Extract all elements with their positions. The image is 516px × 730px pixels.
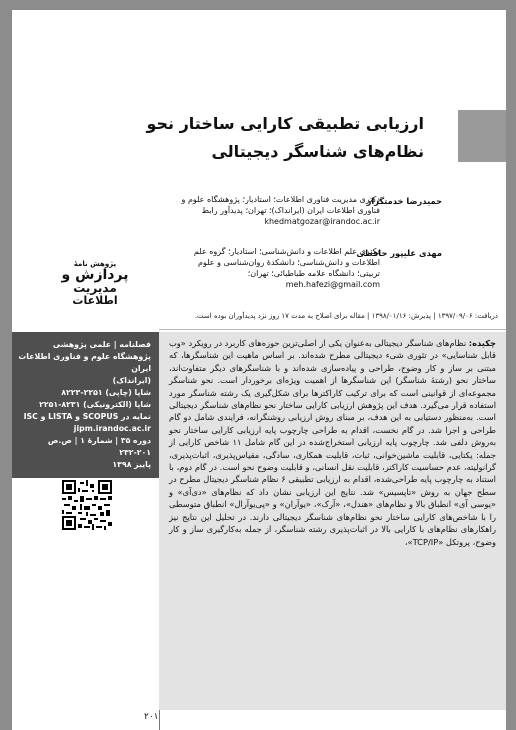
journal-info-box bbox=[12, 332, 159, 478]
article-title bbox=[12, 110, 494, 182]
logo-line-2: پردازش و bbox=[61, 267, 129, 283]
journal-type: فصلنامه | علمی پژوهشی bbox=[52, 340, 151, 349]
journal-page bbox=[12, 10, 506, 730]
author-email-1[interactable]: khedmatgozar@irandoc.ac.ir bbox=[264, 217, 380, 226]
issue-season: پاییز ۱۳۹۸ bbox=[112, 460, 151, 469]
issn-online: شاپا (الکترونیکی) ۸۲۳۱-۲۲۵۱ bbox=[39, 400, 151, 409]
journal-website[interactable]: jipm.irandoc.ac.ir bbox=[73, 424, 151, 433]
author-affiliation-2 bbox=[175, 246, 380, 290]
author-name-1: حمیدرضا خدمتگزار bbox=[366, 196, 442, 206]
issue-info: دوره ۳۵ | شمارهٔ ۱ | ص.ص ۲۰۱-۲۳۲ bbox=[47, 436, 151, 457]
author-email-2[interactable]: meh.hafezi@gmail.com bbox=[285, 280, 380, 289]
qr-code-icon bbox=[62, 480, 112, 530]
indexing: نمایه در SCOPUS و LISTA و ISC bbox=[23, 412, 151, 421]
submission-dates: دریافت: ۱۳۹۷/۰۹/۰۶ | پذیرش: ۱۳۹۸/۰۱/۱۶ | مقاله برای اصلاح به مدت ۱۷ روز نزد پدیدآوران بوده است. bbox=[159, 308, 506, 330]
issn-print: شاپا (چاپی) ۲۲۵۱-۸۲۲۳ bbox=[61, 388, 151, 397]
title-line-2: نظام‌های شناسگر دیجیتالی bbox=[211, 142, 424, 161]
publisher-abbr: (ایرانداک) bbox=[112, 376, 151, 385]
abstract-text: نظام‌های شناسگر دیجیتالی به‌عنوان یکی از اصلی‌ترین حوزه‌های کاربرد در رویکرد «وب قابل شناسایی» در تئوری شیء دیجیتالی مطرح شده‌اند. بر اساس ماهیت این شناسگرها، که مبتنی بر ساز و کار وضوح، طراحی و پیاده‌سازی شده‌اند و با شناسگرهای دیگر متفاوت‌اند، ساختار نحو (رشتهٔ شناسگر) این شناسگرها از اهمیت ویژه‌ای برخوردار است. نحو شناسگر مجموعه‌ای از قوانینی است که برای ترکیب کاراکترها برای شکل‌گیری یک رشته شناسگر مورد استفاده قرار می‌گیرد. هدف این پژوهش ارزیابی کارایی ساختار نحو نظام‌های شناسگر دیجیتالی است. به‌منظور دستیابی به این هدف، بر مبنای روش ارزیابی روشنگرانه، فرایندی شامل دو گام طراحی و اجرا شد. در گام نخست، اقدام به طراحی چارچوب پایه ارزیابی کارایی ساختار نحو به‌روش دلفی شد. چارچوب پایه ارزیابی استخراج‌شده در این گام شامل ۱۱ شاخص کارایی از جمله: یکتایی، قابلیت ماشین‌خوانی، ثبات، قابلیت همکاری، سادگی، مقیاس‌پذیری، اثبات‌پذیری، گرانولیته، عدم حساسیت کاراکتر، قابلیت نقل انسانی، و قابلیت وضوح نحو است. در گام دوم، با استناد به چارچوب پایه طراحی‌شده، اقدام به ارزیابی تطبیقی ۶ نظام شناسگر دیجیتال مطرح در سطح جهان به روش «تاپسیس» شد. نتایج این ارزیابی نشان داد که نظام‌های «دی‌آی» و «یوسی آی» انطباق بالا و نظام‌های «هندل»، «آرک»، «یو‌آران» و «پی‌یوآرال» انطباق متوسطی را با شاخص‌های کارایی ساختار نحو نظام‌های شناسگر دیجیتالی دارند. در تحلیل این نتایج نیز راهکارهای نظام‌های با کارایی بالا در اثبات‌پذیری رشته شناسگر، از جمله به‌کارگیری ساز و کار وضوح، پروتکل «TCP/IP»، bbox=[168, 338, 497, 547]
abstract-box bbox=[159, 332, 506, 710]
author-name-2: مهدی علیپور حافظی bbox=[356, 248, 442, 258]
logo-line-3: مدیریت bbox=[73, 281, 117, 295]
logo-line-4: اطلاعات bbox=[72, 294, 118, 307]
journal-logo bbox=[60, 260, 130, 320]
logo-line-1: پژوهش نامهٔ bbox=[73, 260, 117, 268]
title-line-1: ارزیابی تطبیقی کارایی ساختار نحو bbox=[146, 114, 424, 133]
abstract-label: چکیده: bbox=[468, 338, 496, 348]
affiliation-text-2: دکتری علم اطلاعات و دانش‌شناسی؛ استادیار؛ گروه علم اطلاعات و دانش‌شناسی؛ دانشکدهٔ روان‌شناسی و علوم تربیتی؛ دانشگاه علامه طباطبائی؛ تهران؛ bbox=[193, 247, 380, 278]
affiliation-text-1: دکتری مدیریت فناوری اطلاعات؛ استادیار؛ پژوهشگاه علوم و فناوری اطلاعات ایران (ایرانداک)؛ تهران؛ پدیدآور رابط bbox=[181, 195, 380, 215]
footer-divider bbox=[159, 710, 160, 730]
author-affiliation-1 bbox=[175, 194, 380, 227]
publisher: پژوهشگاه علوم و فناوری اطلاعات ایران bbox=[18, 352, 151, 373]
page-number: ۲۰۱ bbox=[144, 712, 159, 722]
